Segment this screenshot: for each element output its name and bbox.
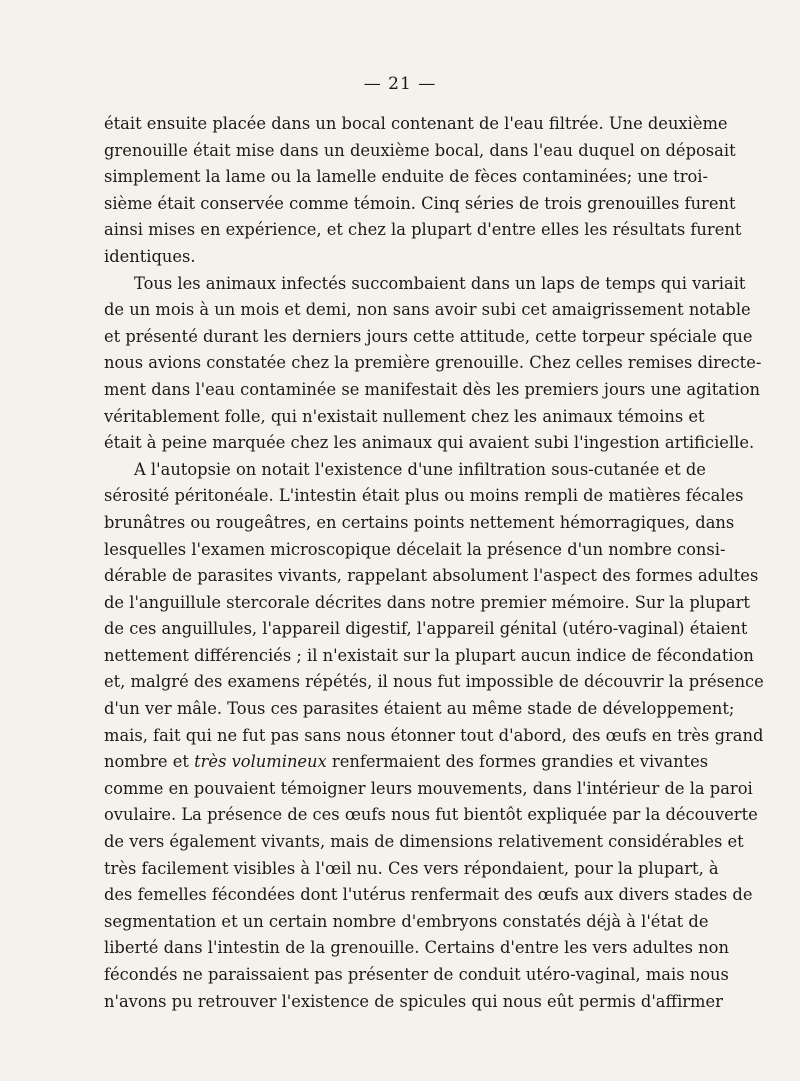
text-line: grenouille était mise dans un deuxième bocal, dans l'eau duquel on déposait [104,140,736,160]
text-line: de vers également vivants, mais de dimensions relativement considérables et [104,832,744,852]
text-line: et présenté durant les derniers jours cette attitude, cette torpeur spéciale que [104,326,753,346]
text-line: n'avons pu retrouver l'existence de spicules qui nous eût permis d'affirmer [104,991,723,1011]
text-line: ment dans l'eau contaminée se manifestait dès les premiers jours une agitation [104,379,760,399]
text-line: et, malgré des examens répétés, il nous fut impossible de découvrir la présence [104,672,764,692]
text-run: nombre et [104,752,195,772]
text-line: comme en pouvaient témoigner leurs mouvements, dans l'intérieur de la paroi [104,778,753,798]
text-line: d'un ver mâle. Tous ces parasites étaient au même stade de développement; [104,699,735,719]
text-line: sérosité péritonéale. L'intestin était plus ou moins rempli de matières fécales [104,486,744,506]
page-number: — 21 — [363,74,437,94]
text-line: identiques. [104,246,196,266]
text-line: ainsi mises en expérience, et chez la plupart d'entre elles les résultats furent [104,220,742,240]
body-text [104,111,764,1015]
text-line: mais, fait qui ne fut pas sans nous étonner tout d'abord, des œufs en très grand [104,725,764,745]
text-line [104,749,709,776]
text-line: était ensuite placée dans un bocal contenant de l'eau filtrée. Une deuxième [104,114,728,133]
text-run: renfermaient des formes grandies et vivantes [326,752,709,772]
text-line: véritablement folle, qui n'existait nullement chez les animaux témoins et [104,406,705,426]
text-line: A l'autopsie on notait l'existence d'une infiltration sous-cutanée et de [134,459,706,479]
text-line: sième était conservée comme témoin. Cinq séries de trois grenouilles furent [104,193,736,213]
text-line: des femelles fécondées dont l'utérus renfermait des œufs aux divers stades de [104,885,753,905]
text-line: de ces anguillules, l'appareil digestif, l'appareil génital (utéro-vaginal) étaient [104,619,748,639]
text-line: de un mois à un mois et demi, non sans avoir subi cet amaigrissement notable [104,300,751,320]
text-line: lesquelles l'examen microscopique décelait la présence d'un nombre consi- [104,539,726,559]
text-line: simplement la lame ou la lamelle enduite de fèces contaminées; une troi- [104,167,709,187]
text-line: nettement différenciés ; il n'existait sur la plupart aucun indice de fécondation [104,645,754,665]
italic-emphasis: très volumineux [194,752,327,772]
text-line: de l'anguillule stercorale décrites dans notre premier mémoire. Sur la plupart [104,592,750,612]
text-line: fécondés ne paraissaient pas présenter de conduit utéro-vaginal, mais nous [104,965,729,984]
text-line: Tous les animaux infectés succombaient dans un laps de temps qui variait [134,273,746,293]
text-line: liberté dans l'intestin de la grenouille. Certains d'entre les vers adultes non [104,938,729,958]
text-line: était à peine marquée chez les animaux qui avaient subi l'ingestion artificielle. [104,433,755,453]
text-line: dérable de parasites vivants, rappelant absolument l'aspect des formes adultes [104,566,759,586]
text-line: ovulaire. La présence de ces œufs nous fut bientôt expliquée par la découverte [104,805,758,825]
text-line: brunâtres ou rougeâtres, en certains points nettement hémorragiques, dans [104,512,735,532]
text-line: segmentation et un certain nombre d'embryons constatés déjà à l'état de [104,911,709,931]
text-line: nous avions constatée chez la première grenouille. Chez celles remises directe- [104,353,762,373]
text-line: très facilement visibles à l'œil nu. Ces vers répondaient, pour la plupart, à [104,858,719,878]
